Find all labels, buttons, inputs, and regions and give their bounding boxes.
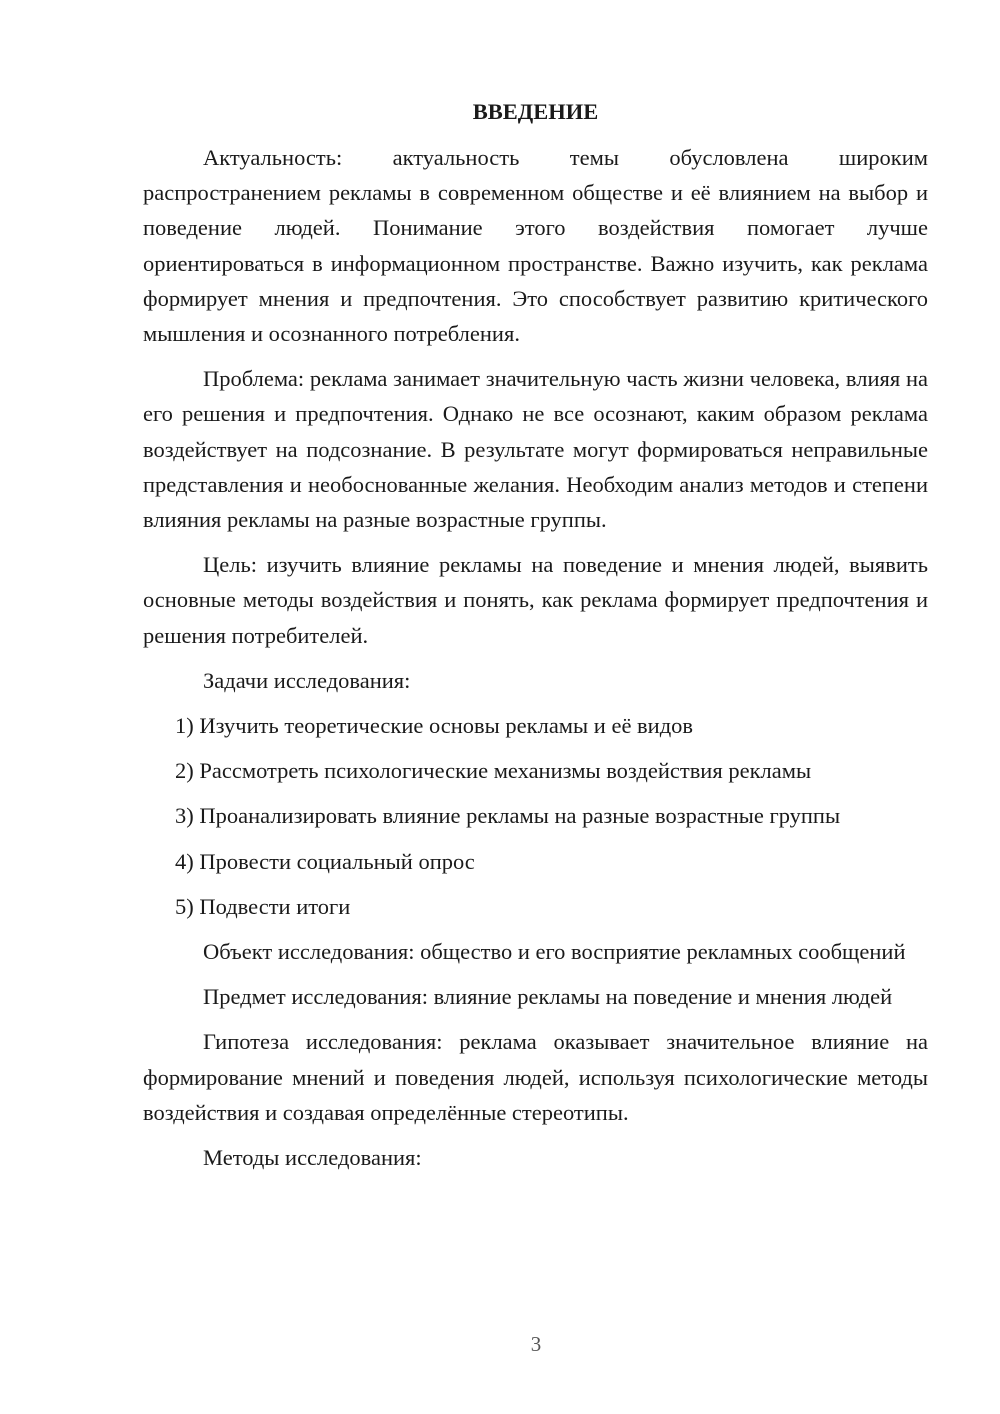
page-content — [143, 96, 928, 1185]
task-item: 3) Проанализировать влияние рекламы на разные возрастные группы — [175, 803, 841, 829]
problem-paragraph: Проблема: реклама занимает значительную часть жизни человека, влияя на его решения и предпочтения. Однако не все осознают, каким образом реклама воздействует на подсознание. В результате могут формироваться неправильные представления и необоснованные желания. Необходим анализ методов и степени влияния рекламы на разные возрастные группы. — [143, 366, 928, 533]
tasks-heading: Задачи исследования: — [203, 667, 411, 693]
task-item: 2) Рассмотреть психологические механизмы воздействия рекламы — [175, 758, 812, 784]
tasks-list — [143, 708, 928, 924]
subject-paragraph: Предмет исследования: влияние рекламы на поведение и мнения людей — [203, 984, 893, 1010]
page-number: 3 — [530, 1332, 542, 1356]
object-paragraph: Объект исследования: общество и его восприятие рекламных сообщений — [203, 939, 906, 965]
task-item: 4) Провести социальный опрос — [175, 848, 475, 874]
methods-heading: Методы исследования: — [203, 1145, 422, 1171]
task-item: 5) Подвести итоги — [175, 893, 351, 919]
goal-paragraph: Цель: изучить влияние рекламы на поведение и мнения людей, выявить основные методы воздействия и понять, как реклама формирует предпочтения и решения потребителей. — [143, 552, 928, 648]
task-item: 1) Изучить теоретические основы рекламы и её видов — [175, 713, 694, 739]
relevance-paragraph: Актуальность: актуальность темы обусловлена широким распространением рекламы в современном обществе и её влиянием на выбор и поведение людей. Понимание этого воздействия помогает лучше ориентироваться в информационном пространстве. Важно изучить, как реклама формирует мнения и предпочтения. Это способствует развитию критического мышления и осознанного потребления. — [143, 145, 928, 347]
hypothesis-paragraph: Гипотеза исследования: реклама оказывает значительное влияние на формирование мнений и поведения людей, используя психологические методы воздействия и создавая определённые стереотипы. — [143, 1029, 928, 1125]
section-title: ВВЕДЕНИЕ — [472, 99, 599, 124]
